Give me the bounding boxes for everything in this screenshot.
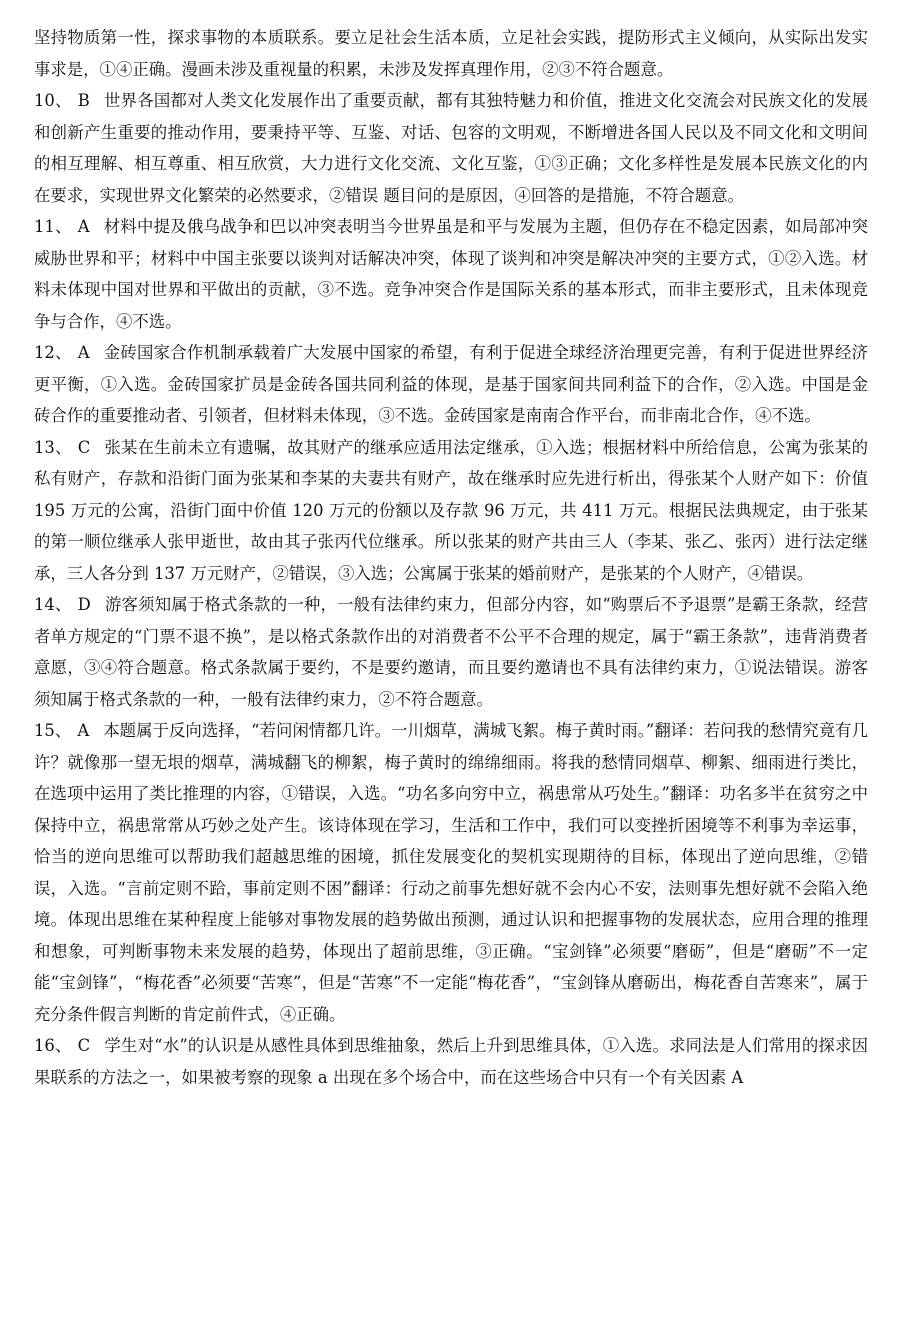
item-number: 12、 bbox=[34, 343, 72, 362]
item-explanation: 世界各国都对人类文化发展作出了重要贡献，都有其独特魅力和价值，推进文化交流会对民族文化的发展和创新产生重要的推动作用，要秉持平等、互鉴、对话、包容的文明观，不断增进各国人民以及不同文化和文明间的相互理解、相互尊重、相互欣赏，大力进行文化交流、文化互鉴，①③正确；文化多样性是发展本民族文化的内在要求，实现世界文化繁荣的必然要求，②错误 题目问的是原因，④回答的是措施，不符合题意。 bbox=[34, 91, 869, 205]
item-explanation: 张某在生前未立有遗嘱，故其财产的继承应适用法定继承，①入选；根据材料中所给信息，公寓为张某的私有财产，存款和沿街门面为张某和李某的夫妻共有财产，故在继承时应先进行析出，得张某个人财产如下：价值 195 万元的公寓，沿街门面中价值 120 万元的份额以及存款 96 万元，共 411 万元。根据民法典规定，由于张某的第一顺位继承人张甲逝世，故由其子张丙代位继承。所以张某的财产共由三人（李某、张乙、张丙）进行法定继承，三人各分到 137 万元财产，②错误，③入选；公寓属于张某的婚前财产，是张某的个人财产，④错误。 bbox=[34, 437, 869, 583]
item-explanation: 学生对“水”的认识是从感性具体到思维抽象，然后上升到思维具体，①入选。求同法是人们常用的探求因果联系的方法之一，如果被考察的现象 a 出现在多个场合中，而在这些场合中只有一个有关因素 A bbox=[34, 1036, 868, 1087]
item-14 bbox=[34, 589, 868, 715]
item-16 bbox=[34, 1030, 868, 1093]
item-number: 15、 bbox=[34, 721, 72, 740]
item-answer: C bbox=[77, 1036, 91, 1055]
item-number: 16、 bbox=[34, 1036, 72, 1055]
item-explanation: 游客须知属于格式条款的一种，一般有法律约束力，但部分内容，如“购票后不予退票”是霸王条款，经营者单方规定的“门票不退不换”，是以格式条款作出的对消费者不公平不合理的规定，属于“霸王条款”，违背消费者意愿，③④符合题意。格式条款属于要约，不是要约邀请，而且要约邀请也不具有法律约束力，①说法错误。游客须知属于格式条款的一种，一般有法律约束力，②不符合题意。 bbox=[34, 595, 868, 709]
item-number: 14、 bbox=[34, 595, 72, 614]
item-number: 10、 bbox=[34, 91, 72, 110]
answer-explanation-page bbox=[34, 22, 868, 1093]
item-explanation: 材料中提及俄乌战争和巴以冲突表明当今世界虽是和平与发展为主题，但仍存在不稳定因素，如局部冲突威胁世界和平；材料中中国主张要以谈判对话解决冲突，体现了谈判和冲突是解决冲突的主要方式，①②入选。材料未体现中国对世界和平做出的贡献，③不选。竞争冲突合作是国际关系的基本形式，而非主要形式，且未体现竞争与合作，④不选。 bbox=[34, 217, 868, 331]
item-15 bbox=[34, 715, 868, 1030]
item-answer: A bbox=[77, 217, 90, 236]
item-12 bbox=[34, 337, 868, 432]
item-explanation: 金砖国家合作机制承载着广大发展中国家的希望，有利于促进全球经济治理更完善，有利于促进世界经济更平衡，①入选。金砖国家扩员是金砖各国共同利益的体现，是基于国家间共同利益下的合作，②入选。中国是金砖合作的重要推动者、引领者，但材料未体现，③不选。金砖国家是南南合作平台，而非南北合作，④不选。 bbox=[34, 343, 868, 425]
intro-paragraph: 坚持物质第一性，探求事物的本质联系。要立足社会生活本质，立足社会实践，提防形式主义倾向，从实际出发实事求是，①④正确。漫画未涉及重视量的积累，未涉及发挥真理作用，②③不符合题意。 bbox=[34, 28, 868, 79]
item-answer: D bbox=[77, 595, 91, 614]
item-number: 13、 bbox=[34, 437, 72, 457]
item-explanation: 本题属于反向选择，“若问闲情都几许。一川烟草，满城飞絮。梅子黄时雨。”翻译：若问我的愁情究竟有几许？就像那一望无垠的烟草，满城翻飞的柳絮，梅子黄时的绵绵细雨。将我的愁情同烟草、柳絮、细雨进行类比，在选项中运用了类比推理的内容，①错误，入选。“功名多向穷中立，祸患常从巧处生。”翻译：功名多半在贫穷之中保持中立，祸患常常从巧妙之处产生。该诗体现在学习，生活和工作中，我们可以变挫折困境等不利事为幸运事，恰当的逆向思维可以帮助我们超越思维的困境，抓住发展变化的契机实现期待的目标，体现出了逆向思维，②错误，入选。“言前定则不跲，事前定则不困”翻译：行动之前事先想好就不会内心不安，法则事先想好就不会陷入绝境。体现出思维在某种程度上能够对事物发展的趋势做出预测，通过认识和把握事物的发展状态，应用合理的推理和想象，可判断事物未来发展的趋势，体现出了超前思维，③正确。“宝剑锋”必须要“磨砺”，但是“磨砺”不一定能“宝剑锋”，“梅花香”必须要“苦寒”，但是“苦寒”不一定能“梅花香”，“宝剑锋从磨砺出，梅花香自苦寒来”，属于充分条件假言判断的肯定前件式，④正确。 bbox=[34, 721, 868, 1024]
item-10 bbox=[34, 85, 868, 211]
item-answer: A bbox=[77, 343, 90, 362]
item-11 bbox=[34, 211, 868, 337]
item-answer: C bbox=[77, 437, 91, 457]
item-13 bbox=[34, 432, 868, 590]
item-answer: A bbox=[77, 721, 90, 740]
item-number: 11、 bbox=[34, 217, 72, 236]
item-answer: B bbox=[77, 91, 90, 110]
